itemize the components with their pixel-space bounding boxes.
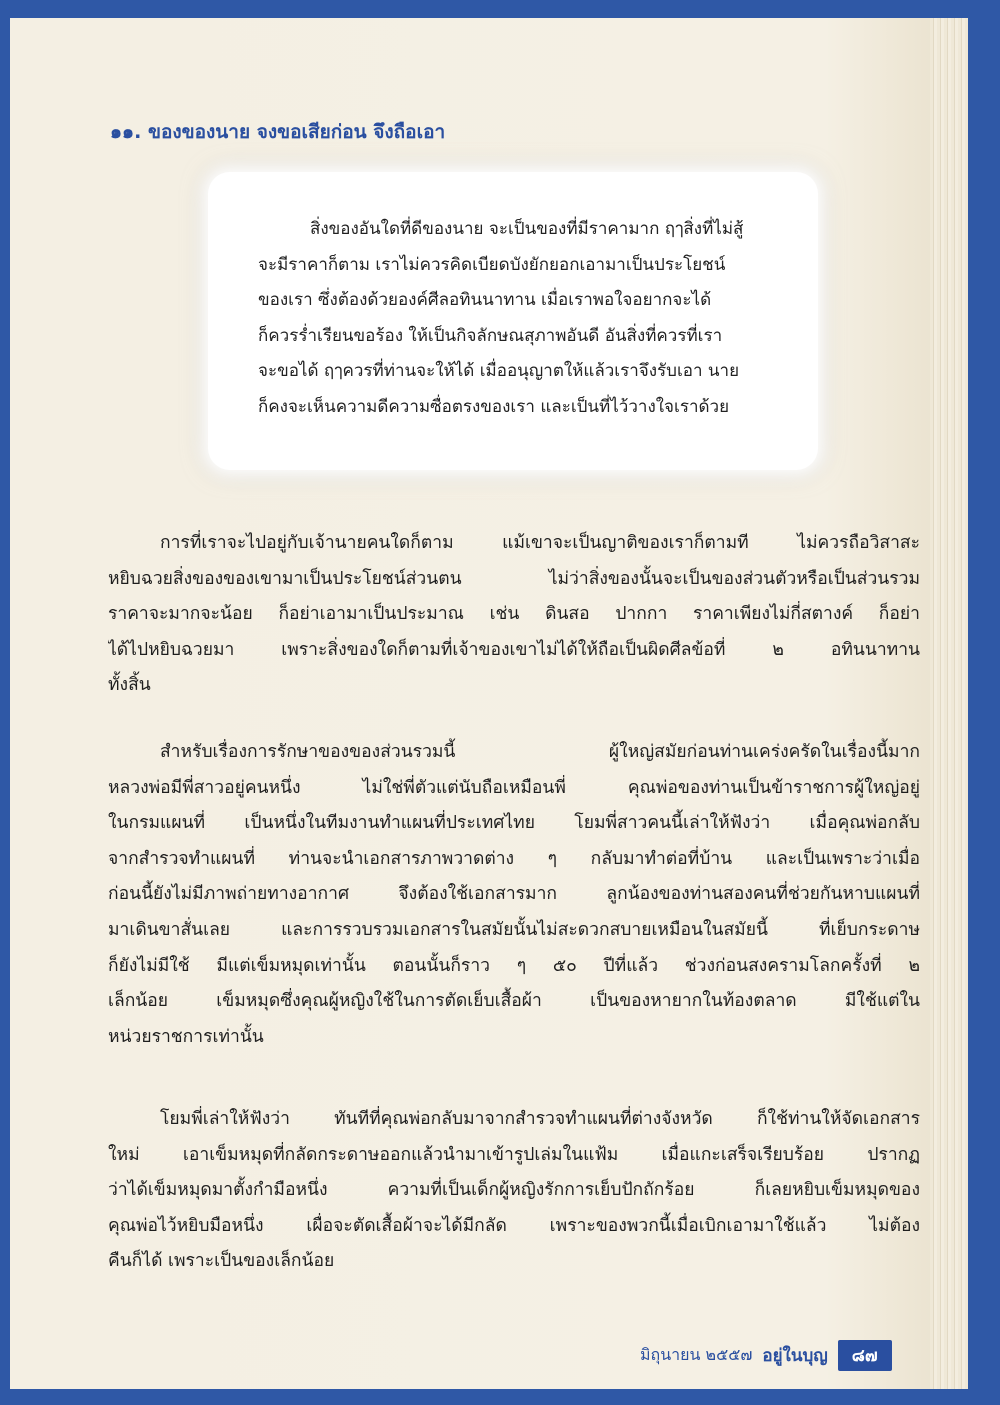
quote-line: ก็คงจะเห็นความดีความซื่อตรงของเรา และเป็นที่ไว้วางใจเราด้วย — [258, 396, 730, 417]
quote-line: ของเรา ซึ่งต้องด้วยองค์ศีลอทินนาทาน เมื่อเราพอใจอยากจะได้ — [258, 290, 712, 310]
paragraph-1 — [108, 526, 920, 704]
text-line: เล็กน้อย เข็มหมุดซึ่งคุณผู้หญิงใช้ในการตัดเย็บเสื้อผ้า เป็นของหายากในท้องตลาด มีใช้แต่ใน — [108, 991, 920, 1012]
blue-frame-right — [968, 0, 1000, 1405]
blue-frame-left — [0, 0, 10, 1405]
text-line: ว่าได้เข็มหมุดมาตั้งกำมือหนึ่ง ความที่เป็นเด็กผู้หญิงรักการเย็บปักถักร้อย ก็เลยหยิบเข็มหมุดของ — [108, 1180, 920, 1201]
page-number: ๘๗ — [838, 1340, 892, 1371]
text-line: ก่อนนี้ยังไม่มีภาพถ่ายทางอากาศ จึงต้องใช้เอกสารมาก ลูกน้องของท่านสองคนที่ช่วยกันหาบแผนที่ — [108, 884, 920, 905]
text-line: สำหรับเรื่องการรักษาของของส่วนรวมนี้ ผู้ใหญ่สมัยก่อนท่านเคร่งครัดในเรื่องนี้มาก — [160, 742, 920, 762]
blue-frame-top — [0, 0, 1000, 18]
text-line: หน่วยราชการเท่านั้น — [108, 1026, 264, 1047]
text-line: หลวงพ่อมีพี่สาวอยู่คนหนึ่ง ไม่ใช่พี่ตัวแต่นับถือเหมือนพี่ คุณพ่อของท่านเป็นข้าราชการผู้ใหญ่อยู่ — [108, 777, 920, 798]
text-line: ราคาจะมากจะน้อย ก็อย่าเอามาเป็นประมาณ เช่น ดินสอ ปากกา ราคาเพียงไม่กี่สตางค์ ก็อย่า — [108, 604, 920, 625]
text-line: หยิบฉวยสิ่งของของเขามาเป็นประโยชน์ส่วนตน ไม่ว่าสิ่งของนั้นจะเป็นของส่วนตัวหรือเป็นส่วนรวม — [108, 568, 920, 589]
section-heading: ๑๑. ของของนาย จงขอเสียก่อน จึงถือเอา — [110, 121, 446, 143]
quote-line: จะมีราคาก็ตาม เราไม่ควรคิดเบียดบังยักยอกเอามาเป็นประโยชน์ — [258, 254, 726, 275]
page-footer — [640, 1340, 892, 1370]
issue-date: มิถุนายน ๒๕๕๗ — [640, 1344, 753, 1364]
paragraph-3 — [108, 1102, 920, 1280]
text-line: การที่เราจะไปอยู่กับเจ้านายคนใดก็ตาม แม้เขาจะเป็นญาติของเราก็ตามที ไม่ควรถือวิสาสะ — [160, 533, 920, 553]
text-line: ในกรมแผนที่ เป็นหนึ่งในทีมงานทำแผนที่ประเทศไทย โยมพี่สาวคนนี้เล่าให้ฟังว่า เมื่อคุณพ่อกลับ — [108, 813, 920, 834]
text-line: คุณพ่อไว้หยิบมือหนึ่ง เผื่อจะตัดเสื้อผ้าจะได้มีกลัด เพราะของพวกนี้เมื่อเบิกเอามาใช้แล้ว ไม่ต้อง — [108, 1215, 920, 1236]
magazine-name: อยู่ในบุญ — [762, 1345, 828, 1366]
quote-line: จะขอได้ ฤๅควรที่ท่านจะให้ได้ เมื่ออนุญาตให้แล้วเราจึงรับเอา นาย — [258, 361, 740, 381]
paragraph-2 — [108, 735, 920, 1055]
blue-frame-bottom — [0, 1389, 1000, 1405]
text-line: ใหม่ เอาเข็มหมุดที่กลัดกระดาษออกแล้วนำมาเข้ารูปเล่มในแฟ้ม เมื่อแกะเสร็จเรียบร้อย ปรากฏ — [108, 1144, 920, 1165]
quote-text — [258, 212, 778, 425]
text-line: ได้ไปหยิบฉวยมา เพราะสิ่งของใดก็ตามที่เจ้าของเขาไม่ได้ให้ถือเป็นผิดศีลข้อที่ ๒ อทินนาทาน — [108, 639, 920, 660]
book-page-edges — [930, 18, 968, 1389]
text-line: จากสำรวจทำแผนที่ ท่านจะนำเอกสารภาพวาดต่าง ๆ กลับมาทำต่อที่บ้าน และเป็นเพราะว่าเมื่อ — [108, 848, 920, 869]
text-line: คืนก็ได้ เพราะเป็นของเล็กน้อย — [108, 1251, 335, 1272]
text-line: มาเดินขาสั่นเลย และการรวบรวมเอกสารในสมัยนั้นไม่สะดวกสบายเหมือนในสมัยนี้ ที่เย็บกระดาษ — [108, 919, 920, 940]
quote-line: ก็ควรร่ำเรียนขอร้อง ให้เป็นกิจลักษณสุภาพอันดี อันสิ่งที่ควรที่เรา — [258, 325, 723, 346]
text-line: ทั้งสิ้น — [108, 675, 151, 696]
quote-line: สิ่งของอันใดที่ดีของนาย จะเป็นของที่มีราคามาก ฤๅสิ่งที่ไม่สู้ — [310, 219, 744, 239]
text-line: ก็ยังไม่มีใช้ มีแต่เข็มหมุดเท่านั้น ตอนนั้นก็ราว ๆ ๕๐ ปีที่แล้ว ช่วงก่อนสงครามโลกครั้งที่ ๒ — [108, 955, 920, 976]
text-line: โยมพี่เล่าให้ฟังว่า ทันทีที่คุณพ่อกลับมาจากสำรวจทำแผนที่ต่างจังหวัด ก็ใช้ท่านให้จัดเอกสาร — [160, 1109, 920, 1129]
